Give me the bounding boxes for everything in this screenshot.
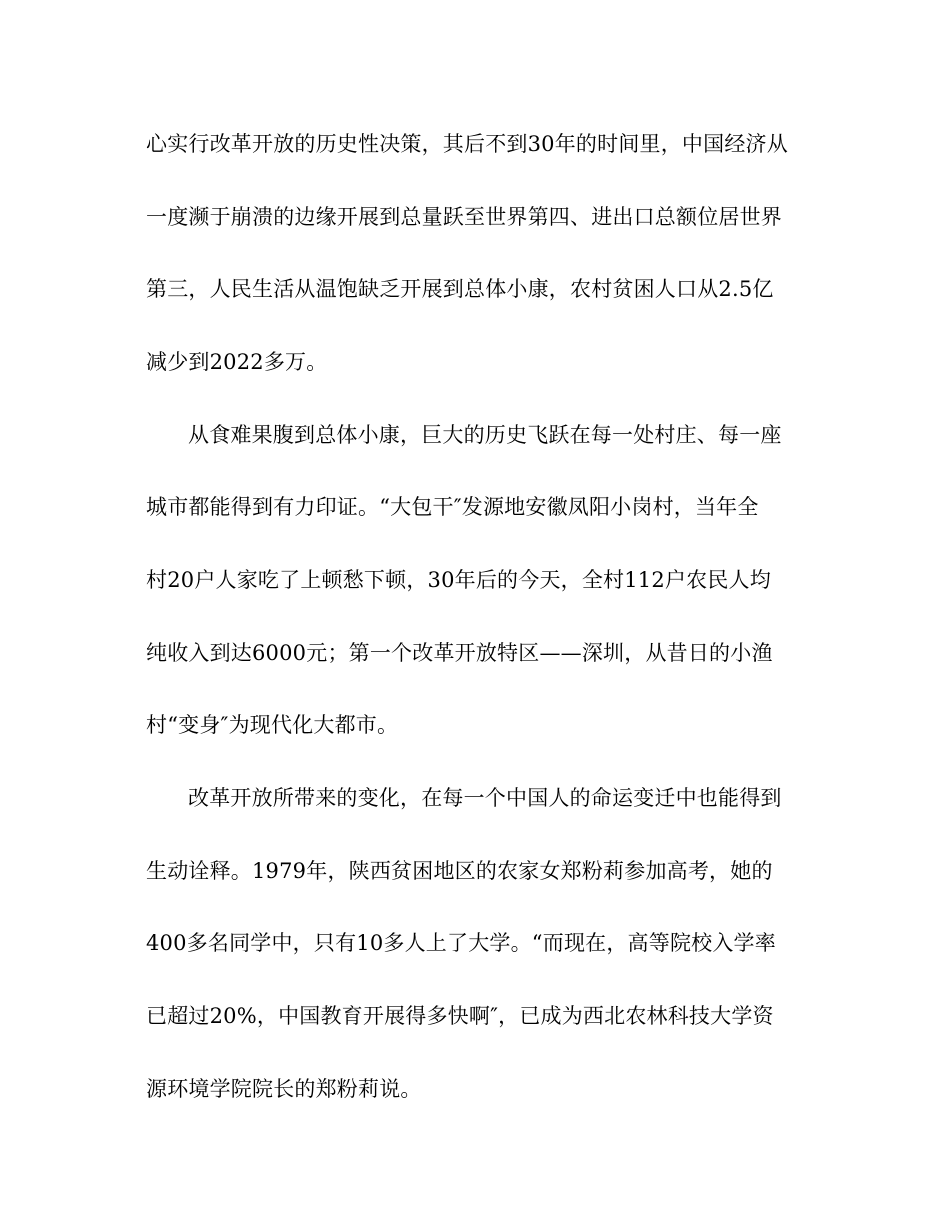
paragraph-1-line-1: 心实行改革开放的历史性决策，其后不到30年的时间里，中国经济从 — [146, 132, 788, 156]
paragraph-3-line-4: 已超过20%，中国教育开展得多快啊″，已成为西北农林科技大学资 — [146, 1004, 774, 1028]
paragraph-2-line-1: 从食难果腹到总体小康，巨大的历史飞跃在每一处村庄、每一座 — [188, 423, 782, 447]
paragraph-2-line-5: 村“变身″为现代化大都市。 — [146, 713, 399, 737]
paragraph-3-line-2: 生动诠释。1979年，陕西贫困地区的农家女郑粉莉参加高考，她的 — [146, 859, 773, 883]
paragraph-1-line-2: 一度濒于崩溃的边缘开展到总量跃至世界第四、进出口总额位居世界 — [146, 205, 782, 229]
paragraph-3-line-3: 400多名同学中，只有10多人上了大学。“而现在，高等院校入学率 — [146, 931, 776, 955]
paragraph-1-line-4: 减少到2022多万。 — [146, 350, 328, 374]
paragraph-3-line-1: 改革开放所带来的变化，在每一个中国人的命运变迁中也能得到 — [188, 786, 782, 810]
paragraph-2-line-4: 纯收入到达6000元；第一个改革开放特区——深圳，从昔日的小渔 — [146, 641, 773, 665]
paragraph-1-line-3: 第三，人民生活从温饱缺乏开展到总体小康，农村贫困人口从2.5亿 — [146, 277, 774, 301]
paragraph-2-line-2: 城市都能得到有力印证。“大包干″发源地安徽凤阳小岗村，当年全 — [146, 495, 759, 519]
paragraph-2-line-3: 村20户人家吃了上顿愁下顿，30年后的今天，全村112户农民人均 — [146, 568, 771, 592]
paragraph-3-line-5: 源环境学院院长的郑粉莉说。 — [146, 1077, 422, 1101]
